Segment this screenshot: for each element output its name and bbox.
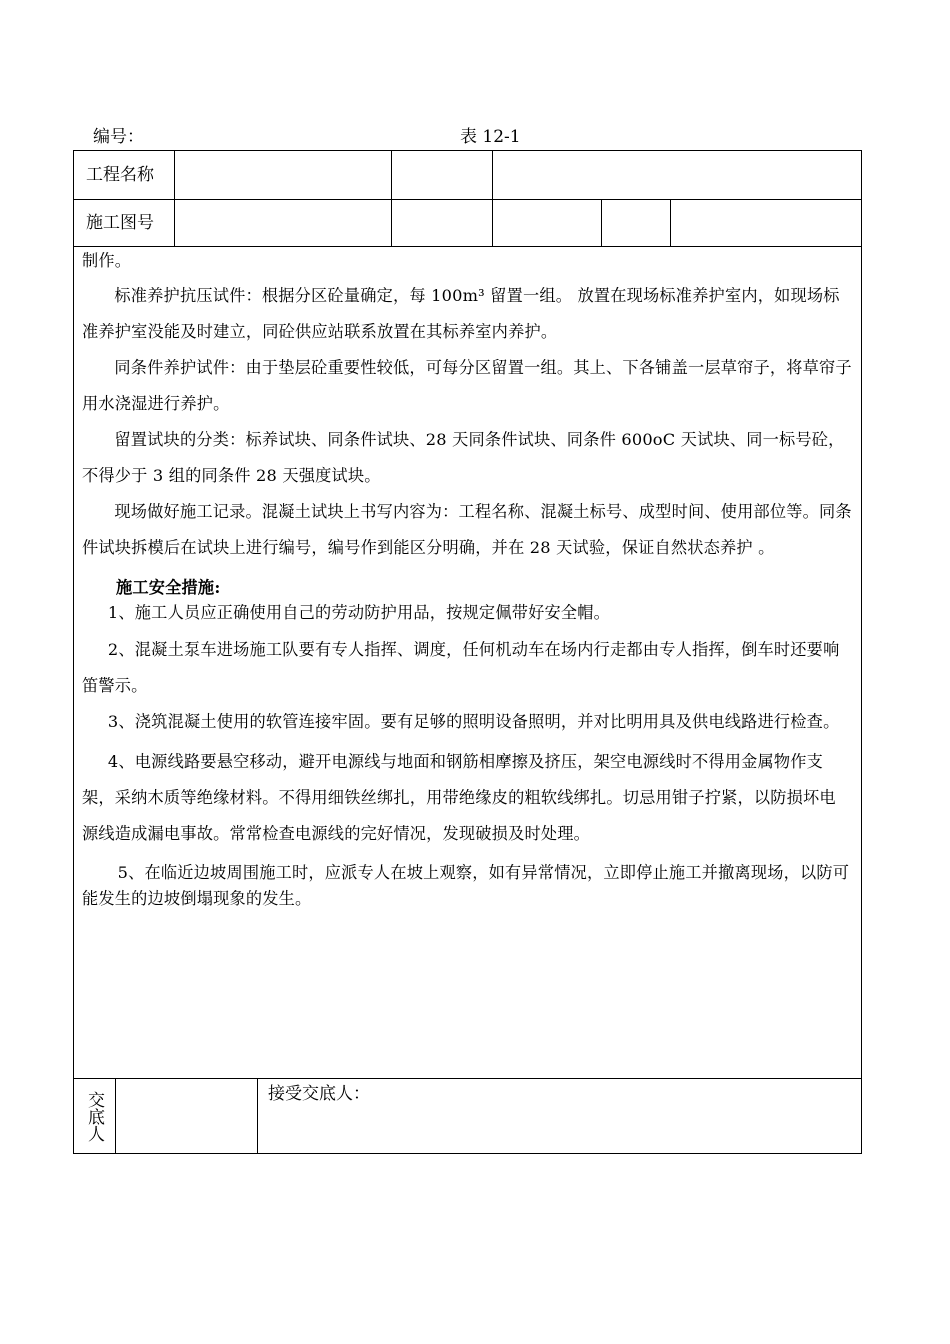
paragraph: 制作。 [82,251,132,270]
discloser-label: 交底人 [84,1090,104,1142]
body-content [82,244,852,912]
column-divider [492,150,493,247]
paragraph: 留置试块的分类：标养试块、同条件试块、28 天同条件试块、同条件 600oC 天试块、同一标号砼，不得少于 3 组的同条件 28 天强度试块。 [82,430,845,485]
column-divider [670,199,671,247]
safety-item: 4、电源线路要悬空移动，避开电源线与地面和钢筋相摩擦及挤压，架空电源线时不得用金属物作支架，采纳木质等绝缘材料。不得用细铁丝绑扎，用带绝缘皮的粗软线绑扎。切忌用钳子拧紧，以防损坏电源线造成漏电事故。常常检查电源线的完好情况，发现破损及时处理。 [82,752,836,843]
safety-item: 3、浇筑混凝土使用的软管连接牢固。要有足够的照明设备照明，并对比明用具及供电线路进行检查。 [107,712,840,731]
paragraph: 现场做好施工记录。混凝土试块上书写内容为：工程名称、混凝土标号、成型时间、使用部位等。同条件试块拆模后在试块上进行编号，编号作到能区分明确，并在 28 天试验，保证自然状态养护 。 [82,502,852,557]
column-divider [115,1078,116,1154]
project-name-label: 工程名称 [86,165,154,185]
safety-item: 2、混凝土泵车进场施工队要有专人指挥、调度，任何机动车在场内行走都由专人指挥，倒车时还要响笛警示。 [82,640,840,695]
column-divider [391,150,392,247]
receiver-label: 接受交底人： [268,1084,370,1104]
column-divider [257,1078,258,1154]
paragraph: 标准养护抗压试件：根据分区砼量确定，每 100m³ 留置一组。 放置在现场标准养护室内，如现场标准养护室没能及时建立，同砼供应站联系放置在其标养室内养护。 [82,286,840,341]
document-number-label: 编号： [93,127,144,147]
row-divider [73,199,862,200]
form-number: 表 12-1 [460,127,521,147]
safety-item: 5、在临近边坡周围施工时，应派专人在坡上观察，如有异常情况，立即停止施工并撤离现场，以防可能发生的边坡倒塌现象的发生。 [82,863,850,908]
drawing-number-label: 施工图号 [86,213,154,233]
safety-item: 1、施工人员应正确使用自己的劳动防护用品，按规定佩带好安全帽。 [107,603,611,622]
paragraph: 同条件养护试件：由于垫层砼重要性较低，可每分区留置一组。其上、下各铺盖一层草帘子，将草帘子用水浇湿进行养护。 [82,358,852,413]
column-divider [601,199,602,247]
column-divider [174,150,175,247]
row-divider [73,1078,862,1079]
section-title: 施工安全措施: [116,578,221,597]
